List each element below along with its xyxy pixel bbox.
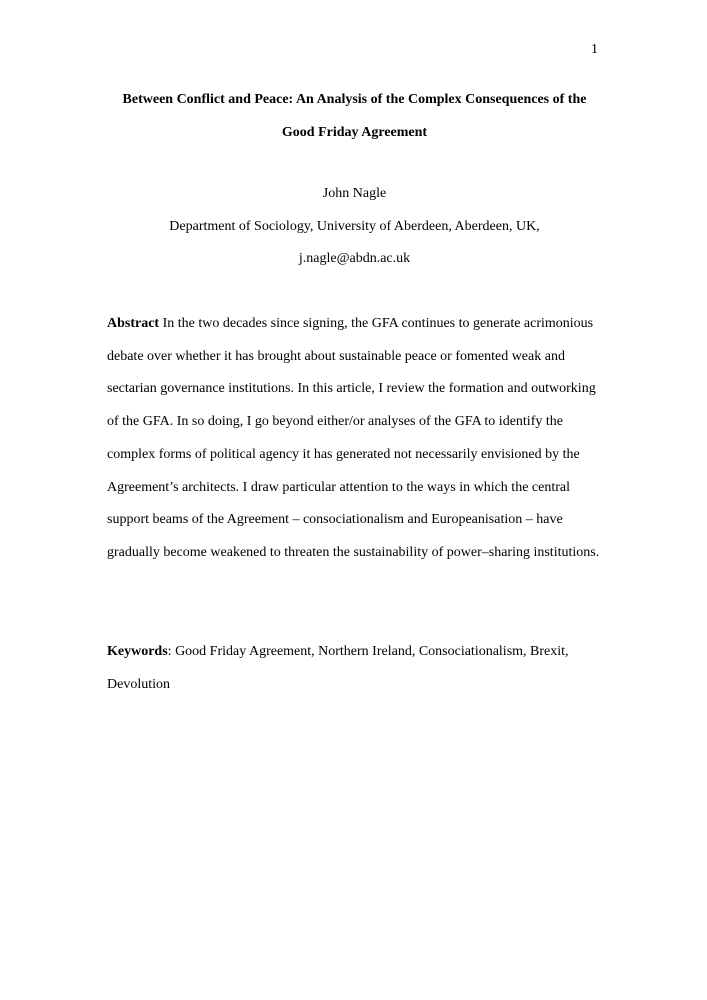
- author-email: j.nagle@abdn.ac.uk: [298, 251, 411, 266]
- page-number: 1: [591, 42, 598, 57]
- keywords-separator: :: [167, 644, 176, 659]
- abstract-paragraph: [107, 308, 602, 570]
- author-block: [107, 178, 602, 276]
- paper-title: [107, 84, 602, 149]
- abstract-text: In the two decades since signing, the GFA continues to generate acrimonious debate over whether it has brought about sustainable peace or fomented weak and sectarian governance institutions. In this article, I review the formation and outworking of the GFA. In so doing, I go beyond either/or analyses of the GFA to identify the complex forms of political agency it has generated not necessarily envisioned by the Agreement’s architects. I draw particular attention to the ways in which the central support beams of the Agreement – consociationalism and Europeanisation – have gradually become weakened to threaten the sustainability of power–sharing institutions.: [107, 316, 600, 560]
- paper-title-line-2: Good Friday Agreement: [281, 124, 428, 140]
- author-affiliation: Department of Sociology, University of Aberdeen, Aberdeen, UK,: [169, 218, 540, 234]
- keywords-label: Keywords: [107, 644, 168, 659]
- paper-title-line-1: Between Conflict and Peace: An Analysis of the Complex Consequences of the: [122, 92, 587, 107]
- abstract-label: Abstract: [107, 316, 160, 331]
- keywords-text: Good Friday Agreement, Northern Ireland, Consociationalism, Brexit, Devolution: [107, 644, 569, 692]
- keywords-paragraph: [107, 635, 602, 701]
- author-name: John Nagle: [322, 186, 387, 201]
